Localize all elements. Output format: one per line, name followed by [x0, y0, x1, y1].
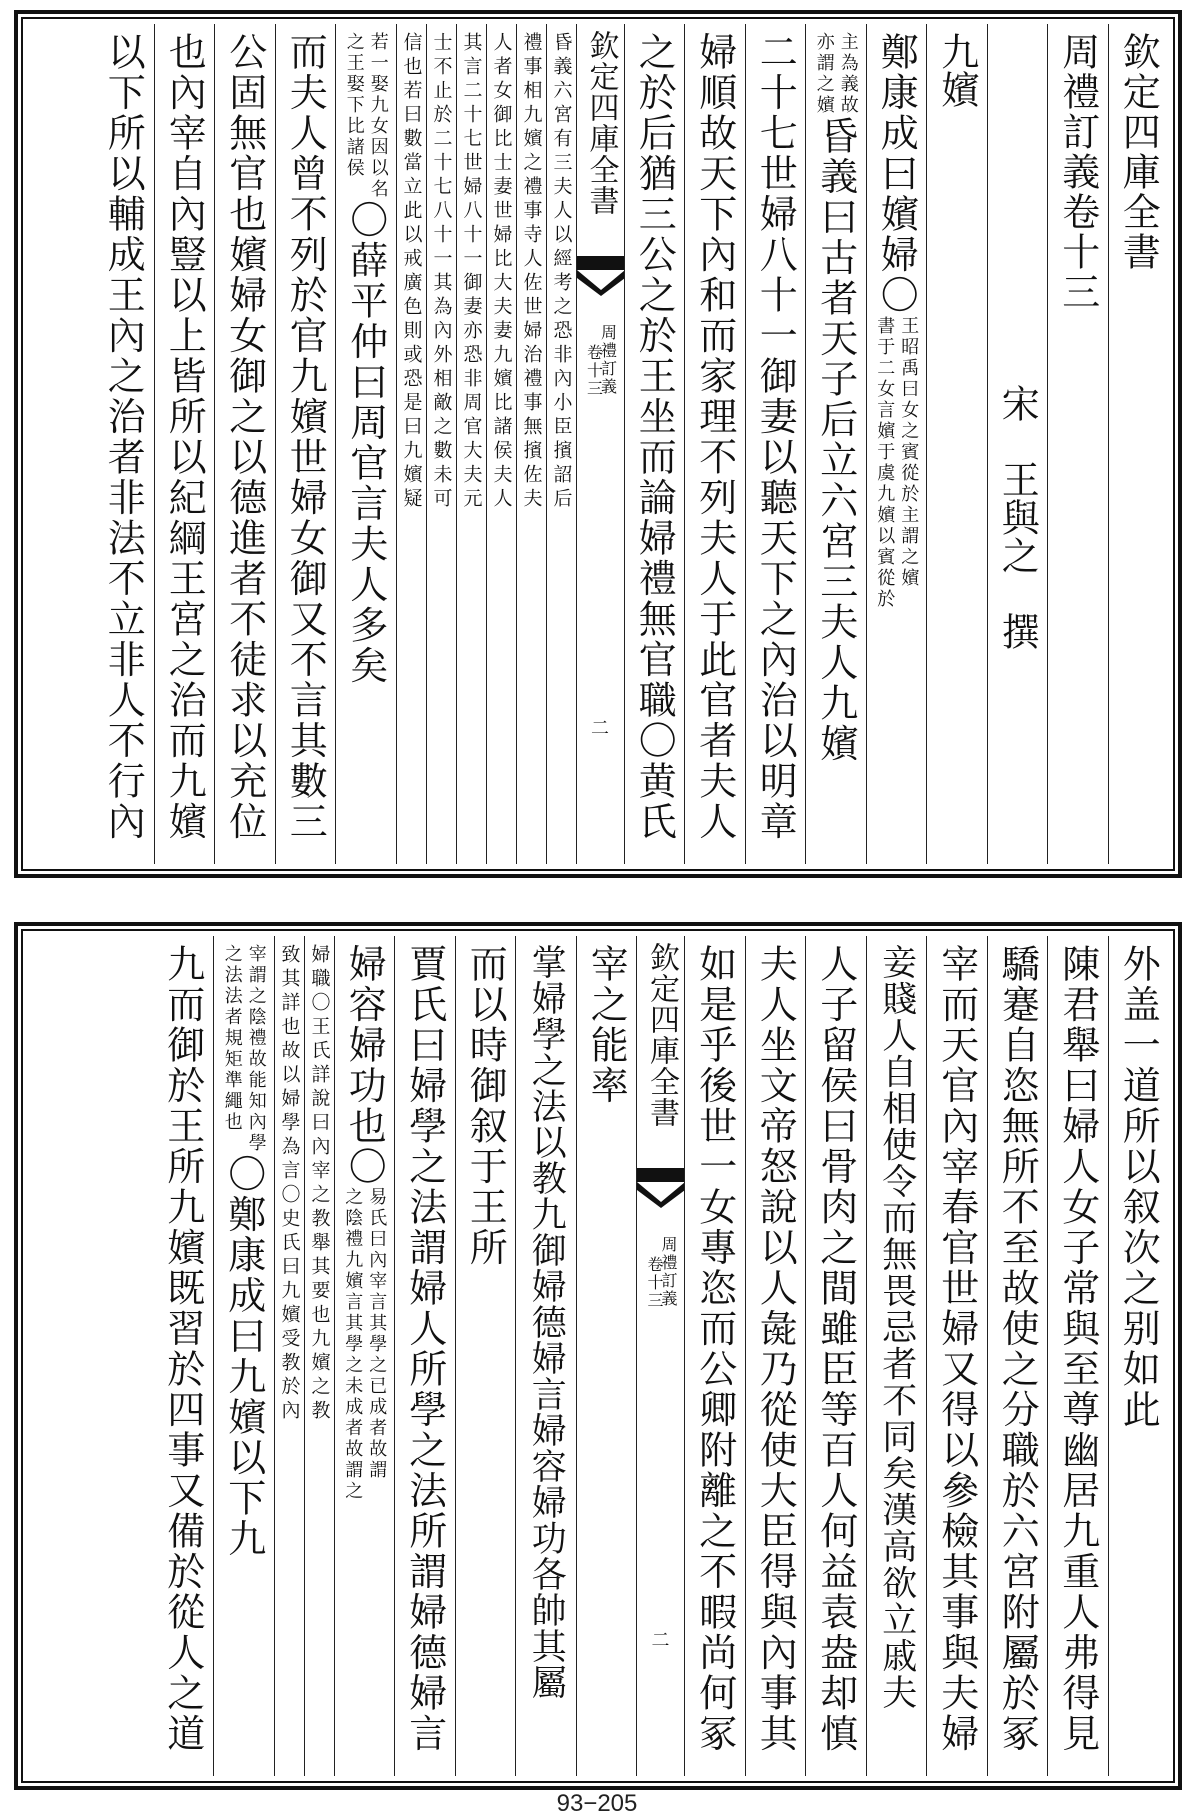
main-text: 而夫人曾不列於官九嬪世婦女御又不言其數三: [283, 32, 328, 842]
center-page-number: 二: [651, 1630, 670, 1651]
main-text: 妾賤人自相使令而無畏忌者不同矣漢高欲立戚夫: [876, 944, 917, 1711]
library-title: 欽定四庫全書: [1116, 32, 1161, 272]
top-col-12: [516, 24, 546, 864]
top-col-8: [684, 24, 745, 864]
main-text: 驕蹇自恣無所不至故使之分職於六宮附屬於冢: [995, 944, 1040, 1754]
annotation-text: 其言二十七世婦八十一御妻亦恐非周官大夫元: [460, 32, 483, 512]
main-text: 〇鄭康成曰九嬪以下九: [221, 1154, 266, 1559]
annotation-text: 之王娶下比諸侯: [343, 32, 365, 179]
bottom-page: [14, 922, 1182, 1790]
section-heading: 九嬪: [934, 32, 979, 108]
top-col-9: [624, 24, 685, 864]
bottom-center-column: [636, 936, 684, 1776]
bottom-col-14: [334, 936, 395, 1776]
bottom-col-12: [455, 936, 516, 1776]
main-text: 二十七世婦八十一御妻以聽天下之內治以明章: [753, 32, 798, 842]
annotation-text: 主為義故: [837, 32, 859, 116]
top-col-6: [805, 24, 866, 864]
bottom-col-18: [153, 936, 214, 1776]
bottom-col-7: [745, 936, 806, 1776]
bottom-col-17: [213, 936, 274, 1776]
fish-tail-mark-icon: [577, 256, 624, 296]
center-library-title: 欽定四庫全書: [644, 942, 679, 1128]
top-col-3: [987, 24, 1048, 864]
annotation-pair: [874, 315, 920, 610]
annotation-text: 亦謂之嬪: [813, 32, 835, 116]
main-text: 也內宰自內豎以上皆所以紀綱王宮之治而九嬪: [162, 32, 207, 842]
bottom-col-4: [926, 936, 987, 1776]
annotation-text: 昏義六宮有三夫人以經考之恐非內小臣擯詔后: [550, 32, 573, 512]
main-text: 而以時御叙于王所: [463, 944, 508, 1268]
bottom-col-15: [304, 936, 334, 1776]
bottom-col-10: [576, 936, 637, 1776]
annotation-text: 宰謂之陰禮故能知內學: [245, 944, 267, 1154]
bottom-col-6: [805, 936, 866, 1776]
annotation-text: 致其詳也故以婦學為言〇史氏曰九嬪受教於內: [278, 944, 301, 1424]
main-text: 人子留侯曰骨肉之間雖臣等百人何益袁盎却慎: [813, 944, 858, 1754]
top-col-17: [335, 24, 396, 864]
annotation-text: 易氏曰內宰言其學之已成者故謂: [366, 1187, 388, 1481]
top-center-column: [576, 24, 624, 864]
center-volume: 卷十三: [584, 344, 604, 398]
main-text: 外盖一道所以叙次之别如此: [1116, 944, 1161, 1430]
chapter-title: 周禮訂義卷十三: [1055, 32, 1100, 312]
top-col-1: [1108, 24, 1169, 864]
page-footer-label: 93−205: [556, 1790, 638, 1817]
bottom-col-1: [1108, 936, 1169, 1776]
center-library-title: 欽定四庫全書: [583, 30, 619, 216]
top-col-15: [426, 24, 456, 864]
bottom-col-3: [987, 936, 1048, 1776]
main-text: 以下所以輔成王內之治者非法不立非人不行內: [101, 32, 146, 842]
top-columns: [28, 24, 1168, 864]
annotation-pair: [342, 1187, 388, 1502]
fish-tail-mark-icon: [637, 1168, 684, 1208]
annotation-text: 書于二女言嬪于虞九嬪以賓從於: [874, 315, 896, 610]
main-text: 公固無官也嬪婦女御之以德進者不徒求以充位: [222, 32, 267, 842]
main-text: 昏義曰古者天子后立六宮三夫人九嬪: [813, 116, 858, 764]
center-book-title: 周禮訂義: [659, 1236, 678, 1308]
top-col-20: [154, 24, 215, 864]
annotation-text: 之法法者規矩準繩也: [221, 944, 243, 1133]
top-col-19: [214, 24, 275, 864]
main-text: 宰而天官內宰春官世婦又得以參檢其事與夫婦: [934, 944, 979, 1754]
main-text: 之於后猶三公之於王坐而論婦禮無官職〇黄氏: [632, 32, 677, 842]
annotation-text: 王昭禹曰女之賓從於主謂之嬪: [898, 315, 920, 589]
main-text: 婦容婦功也〇: [342, 944, 387, 1187]
bottom-col-16: [274, 936, 304, 1776]
main-text: 賈氏曰婦學之法謂婦人所學之法所謂婦德婦言: [402, 944, 447, 1754]
annotation-text: 士不止於二十七八十一其為內外相敵之數未可: [430, 32, 453, 512]
annotation-text: 禮事相九嬪之禮事寺人佐世婦治禮事無擯佐夫: [520, 32, 543, 512]
top-col-2: [1047, 24, 1108, 864]
center-volume: 卷十三: [645, 1256, 664, 1310]
annotation-pair: [815, 32, 857, 116]
top-col-14: [456, 24, 486, 864]
annotation-pair: [223, 944, 265, 1154]
bottom-columns: [28, 936, 1168, 1776]
main-text: 夫人坐文帝怒說以人彘乃從使大臣得與內事其: [753, 944, 798, 1754]
top-col-11: [546, 24, 576, 864]
main-text: 鄭康成曰嬪婦〇: [874, 32, 919, 316]
bottom-col-11: [515, 936, 576, 1776]
main-text: 〇薛平仲曰周官言夫人多矣: [343, 200, 388, 686]
main-text: 婦順故天下內和而家理不列夫人于此官者夫人: [692, 32, 737, 842]
annotation-text: 信也若曰數當立此以戒廣色則或恐是曰九嬪疑: [400, 32, 423, 512]
center-page-number: 二: [591, 718, 609, 739]
annotation-text: 婦職〇王氏詳說曰內宰之教舉其要也九嬪之教: [308, 944, 331, 1424]
main-text: 掌婦學之法以教九御婦德婦言婦容婦功各帥其屬: [526, 944, 567, 1700]
author-signature: 宋 王與之 撰: [995, 384, 1040, 650]
main-text: 陳君舉曰婦人女子常與至尊幽居九重人弗得見: [1055, 944, 1100, 1754]
annotation-text: 若一娶九女因以名: [367, 32, 389, 200]
top-col-18: [275, 24, 336, 864]
main-text: 如是乎後世一女專恣而公卿附離之不暇尚何冢: [692, 944, 737, 1754]
top-col-21: [93, 24, 154, 864]
main-text: 九而御於王所九嬪既習於四事又備於從人之道: [160, 944, 205, 1754]
center-book-title: 周禮訂義: [598, 324, 618, 396]
main-text: 宰之能率: [584, 944, 629, 1106]
top-col-7: [745, 24, 806, 864]
bottom-col-8: [684, 936, 745, 1776]
top-col-13: [486, 24, 516, 864]
bottom-col-5: [866, 936, 927, 1776]
top-col-5: [866, 24, 927, 864]
annotation-text: 之陰禮九嬪言其學之未成者故謂之: [342, 1187, 364, 1502]
top-col-4: [926, 24, 987, 864]
bottom-col-2: [1047, 936, 1108, 1776]
top-page: [14, 10, 1182, 878]
bottom-col-13: [394, 936, 455, 1776]
top-col-16: [396, 24, 426, 864]
annotation-pair: [345, 32, 387, 200]
annotation-text: 人者女御比士妻世婦比大夫妻九嬪比諸侯夫人: [490, 32, 513, 512]
